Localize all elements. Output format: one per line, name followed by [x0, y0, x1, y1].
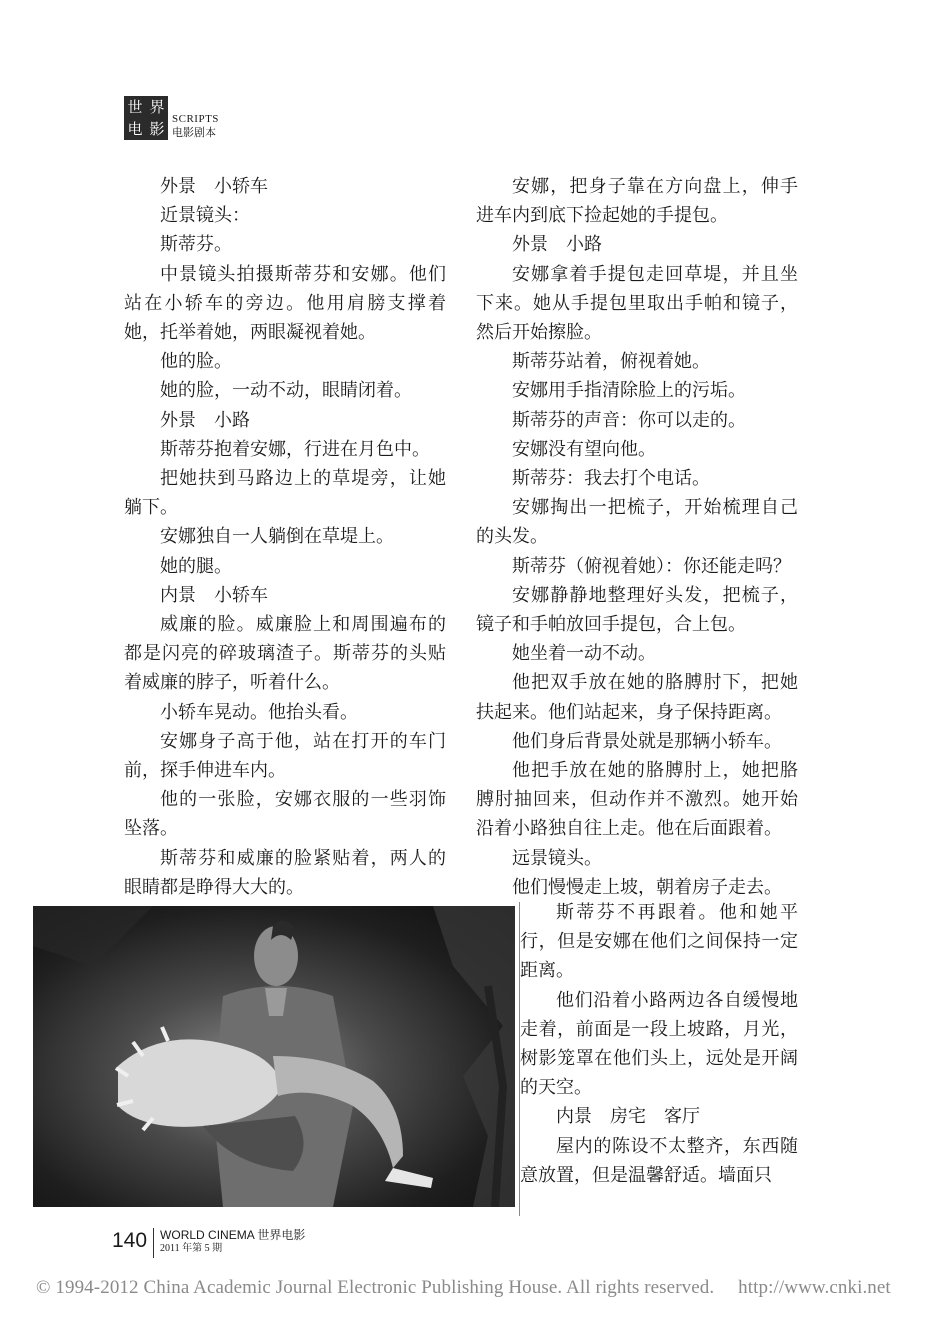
- script-paragraph: 外景 小路: [512, 234, 602, 256]
- page-number: 140: [112, 1228, 154, 1258]
- script-paragraph: 中景镜头拍摄斯蒂芬和安娜。他们站在小轿车的旁边。他用肩膀支撑着她，托举着她，两眼凝视着她。: [124, 263, 446, 344]
- masthead-char: 世: [127, 98, 143, 116]
- film-still-illustration: [33, 906, 515, 1207]
- script-paragraph: 斯蒂芬不再跟着。他和她平行，但是安娜在他们之间保持一定距离。: [520, 902, 798, 982]
- film-still-photo: [33, 906, 515, 1207]
- script-paragraph: 斯蒂芬。: [160, 234, 232, 256]
- script-paragraph: 斯蒂芬（俯视着她）：你还能走吗？: [512, 555, 791, 577]
- script-paragraph: 他们慢慢走上坡，朝着房子走去。: [512, 876, 782, 898]
- script-paragraph: 他把手放在她的胳膊肘上，她把胳膊肘抽回来，但动作并不激烈。她开始沿着小路独自往上走。他在后面跟着。: [476, 760, 798, 840]
- script-paragraph: 内景 房宅 客厅: [556, 1106, 700, 1128]
- script-paragraph: 安娜用手指清除脸上的污垢。: [512, 380, 746, 402]
- script-paragraph: 斯蒂芬站着，俯视着她。: [512, 351, 710, 373]
- script-paragraph: 把她扶到马路边上的草堤旁，让她躺下。: [124, 468, 446, 519]
- section-label: [172, 112, 219, 140]
- script-paragraph: 远景镜头。: [512, 847, 602, 869]
- script-paragraph: 斯蒂芬抱着安娜，行进在月色中。: [160, 438, 430, 460]
- issue-label: 2011 年第 5 期: [160, 1243, 223, 1254]
- masthead-logo: [124, 96, 168, 140]
- script-paragraph: 安娜没有望向他。: [512, 438, 656, 460]
- masthead-char: 界: [149, 98, 165, 116]
- script-paragraph: 他的脸。: [160, 351, 232, 373]
- script-paragraph: 屋内的陈设不太整齐，东西随意放置，但是温馨舒适。墙面只: [520, 1135, 798, 1186]
- right-column: [476, 172, 798, 902]
- script-paragraph: 安娜独自一人躺倒在草堤上。: [160, 526, 394, 548]
- script-paragraph: 斯蒂芬和威廉的脸紧贴着，两人的眼睛都是睁得大大的。: [124, 847, 446, 898]
- script-paragraph: 威廉的脸。威廉脸上和周围遍布的都是闪亮的碎玻璃渣子。斯蒂芬的头贴着威廉的脖子，听着什么。: [124, 614, 446, 694]
- masthead-char: 电: [127, 120, 143, 138]
- script-paragraph: 她的脸，一动不动，眼睛闭着。: [160, 380, 412, 402]
- script-paragraph: 近景镜头：: [160, 205, 250, 227]
- script-paragraph: 安娜拿着手提包走回草堤，并且坐下来。她从手提包里取出手帕和镜子，然后开始擦脸。: [476, 263, 798, 344]
- script-paragraph: 她坐着一动不动。: [512, 643, 656, 665]
- right-column-lower: [520, 898, 798, 1190]
- script-paragraph: 她的腿。: [160, 555, 232, 577]
- script-paragraph: 安娜掏出一把梳子，开始梳理自己的头发。: [476, 497, 798, 548]
- script-paragraph: 他们身后背景处就是那辆小轿车。: [512, 730, 782, 752]
- masthead: [124, 96, 219, 140]
- page-footer: [112, 1228, 305, 1258]
- magazine-name: WORLD CINEMA 世界电影: [160, 1228, 306, 1242]
- section-label-en: SCRIPTS: [172, 113, 219, 125]
- script-paragraph: 斯蒂芬：我去打个电话。: [512, 468, 710, 490]
- script-paragraph: 他们沿着小路两边各自缓慢地走着，前面是一段上坡路，月光，树影笼罩在他们头上，远处是开阔的天空。: [520, 989, 798, 1099]
- script-paragraph: 安娜静静地整理好头发，把梳子，镜子和手帕放回手提包，合上包。: [476, 584, 798, 636]
- section-label-zh: 电影剧本: [172, 127, 216, 139]
- script-paragraph: 小轿车晃动。他抬头看。: [160, 701, 358, 723]
- left-column: [124, 172, 446, 902]
- script-paragraph: 外景 小路: [160, 409, 250, 431]
- script-paragraph: 斯蒂芬的声音：你可以走的。: [512, 409, 746, 431]
- script-paragraph: 他把双手放在她的胳膊肘下，把她扶起来。他们站起来，身子保持距离。: [476, 672, 798, 723]
- script-paragraph: 他的一张脸，安娜衣服的一些羽饰坠落。: [124, 789, 446, 840]
- script-paragraph: 内景 小轿车: [160, 584, 268, 606]
- script-paragraph: 安娜，把身子靠在方向盘上，伸手进车内到底下捡起她的手提包。: [476, 176, 798, 227]
- script-paragraph: 安娜身子高于他，站在打开的车门前，探手伸进车内。: [124, 730, 446, 782]
- masthead-char: 影: [149, 120, 165, 138]
- copyright-notice: © 1994-2012 China Academic Journal Electronic Publishing House. All rights reserved. http://www.cnki.net: [36, 1277, 891, 1298]
- footer-info: [154, 1228, 305, 1256]
- script-paragraph: 外景 小轿车: [160, 176, 268, 197]
